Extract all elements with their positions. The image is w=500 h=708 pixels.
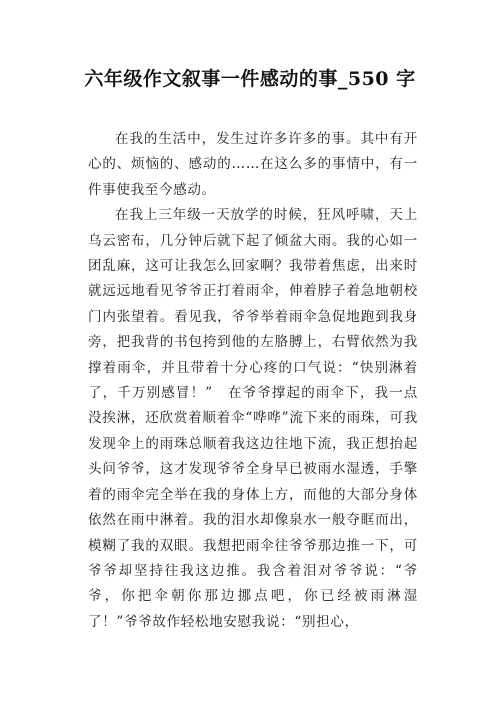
paragraph-1: 在我的生活中，发生过许多许多的事。其中有开心的、烦恼的、感动的……在这么多的事情中，有一件事使我至今感动。 <box>88 131 418 198</box>
document-title: 六年级作文叙事一件感动的事_550 字 <box>84 68 416 90</box>
paragraph-2: 在我上三年级一天放学的时候，狂风呼啸，天上乌云密布，几分钟后就下起了倾盆大雨。我的心如一团乱麻，这可让我怎么回家啊？我带着焦虑，出来时就远远地看见爷爷正打着雨伞，伸着脖子着急地朝校门内张望着。看见我，爷爷举着雨伞急促地跑到我身旁，把我背的书包挎到他的左胳膊上，右臂依然为我撑着雨伞，并且带着十分心疼的口气说：“快别淋着了，千万别感冒！” 在爷爷撑起的雨伞下，我一点没挨淋，还欣赏着顺着伞“哗哗”流下来的雨珠，可我发现伞上的雨珠总顺着我这边往地下流，我正想抬起头问爷爷，这才发现爷爷全身早已被雨水湿透，手擎着的雨伞完全举在我的身体上方，而他的大部分身体依然在雨中淋着。我的泪水却像泉水一般夺眶而出，模糊了我的双眼。我想把雨伞往爷爷那边推一下，可爷爷却坚持往我这边推。我含着泪对爷爷说：“爷爷，你把伞朝你那边挪点吧，你已经被雨淋湿了！”爷爷故作轻松地安慰我说：“别担心， <box>88 207 418 630</box>
document-body <box>88 127 418 635</box>
